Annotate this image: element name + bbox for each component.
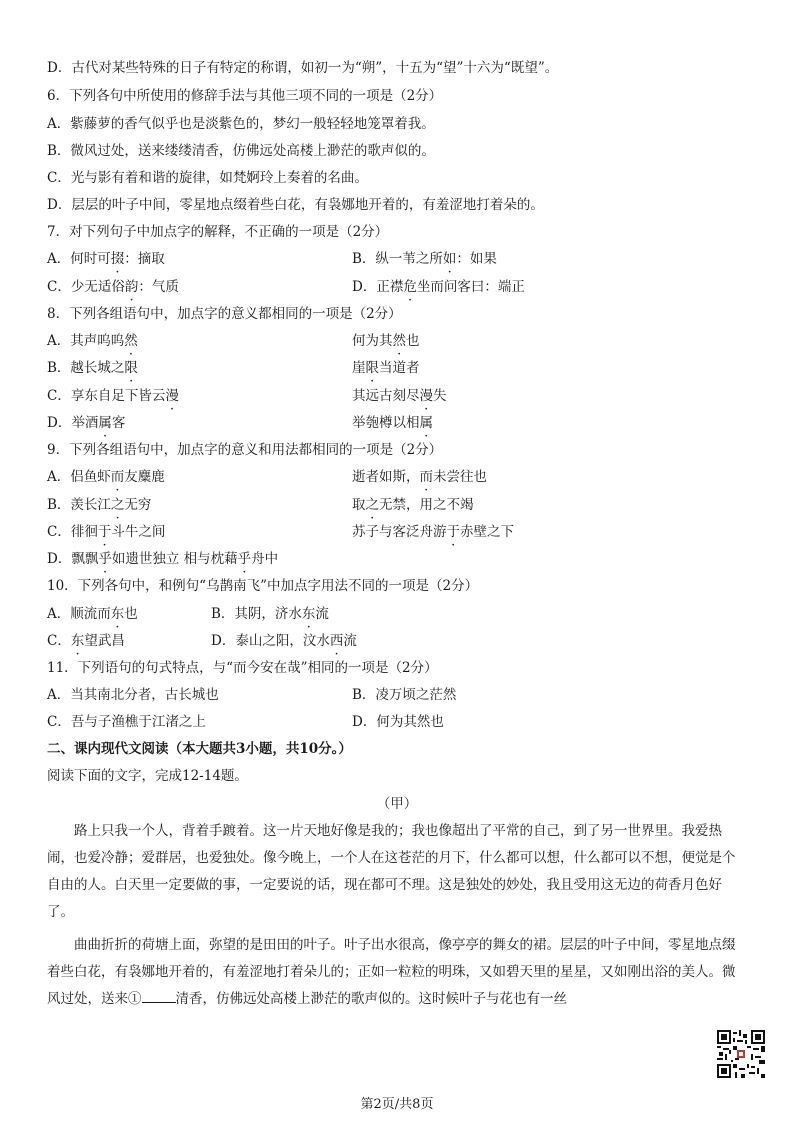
dotted-char: 如 [442, 251, 457, 267]
text: 流 [315, 606, 329, 622]
text: 也 [124, 606, 138, 622]
q7-option-c [47, 279, 179, 296]
dotted-char: 东 [110, 606, 125, 622]
text: 崖 [352, 360, 366, 376]
text: 如遗世独立 相与枕藉 [111, 551, 238, 567]
q8-option-c-right [352, 388, 447, 405]
q6-option-a: A．紫藤萝的香气似乎也是淡紫色的，梦幻一般轻轻地笼罩着我。 [47, 116, 435, 132]
q9-option-b-right [352, 497, 474, 514]
q6-option-c: C．光与影有着和谐的旋律，如梵婀玲上奏着的名曲。 [47, 170, 368, 186]
text: D．泰山之阳，汶水 [211, 633, 330, 649]
q9-option-a-left [47, 469, 165, 486]
q10-option-a [47, 606, 138, 623]
q10-option-d [211, 633, 357, 650]
text: ：如果 [456, 251, 497, 267]
text: ：气质 [138, 279, 179, 295]
text: B．越长城之 [47, 360, 125, 376]
dotted-char: 而 [110, 469, 125, 485]
dotted-char: 韵 [124, 279, 139, 295]
passage-paragraph-1: 路上只我一个人，背着手踱着。这一片天地好像是我的；我也像超出了平常的自己，到了另一世界里。我爱热闹，也爱冷静；爱群居，也爱独处。像今晚上，一个人在这苍茫的月下，什么都可以想，什么都可以不想，便觉是个自由的人。白天里一定要做的事，一定要说的话，现在都可不理。这是独处的妙处，我且受用这无边的荷香月色好了。 [47, 823, 736, 920]
text: 逝者如斯， [352, 469, 420, 485]
q8-option-b-right [352, 360, 420, 377]
text: 也 [406, 333, 420, 349]
qr-code-icon [717, 1030, 765, 1078]
dotted-char: 限 [365, 360, 379, 376]
q11-option-d: D．何为其然也 [352, 714, 444, 730]
dotted-char: 属 [98, 415, 112, 431]
text: 曲曲折折的荷塘上面，弥望的是田田的叶子。叶子出水很高，像亭亭的舞女的裙。层层的叶子中间，零星地点缀着些白花，有袅娜地开着的，有羞涩地打着朵儿的；正如一粒粒的明珠，又如碧天里的星星，又如刚出浴的美人。微风过处，送来① [47, 937, 736, 1007]
q10-option-b [211, 606, 329, 623]
text: C．徘徊 [47, 524, 98, 540]
dotted-char: 于 [446, 524, 460, 540]
dotted-char: 限 [124, 360, 138, 376]
text: 客 [111, 415, 126, 431]
q6-stem: 6．下列各句中所使用的修辞手法与其他三项不同的一项是（2分） [47, 88, 443, 104]
text: B．羡长江 [47, 497, 111, 513]
q8-stem: 8．下列各组语句中，加点字的意义都相同的一项是（2分） [47, 306, 402, 322]
q7-option-a [47, 251, 165, 268]
text: 坐而问客曰：端正 [416, 279, 525, 295]
text: A．侣鱼虾 [47, 469, 111, 485]
dotted-char: 然 [124, 333, 138, 349]
dotted-char: 东 [70, 633, 85, 649]
q8-option-c-left [47, 388, 179, 405]
text: C．享东自足下皆云 [47, 388, 166, 404]
q11-option-b: B．凌万顷之茫然 [352, 687, 457, 703]
q10-stem: 10．下列各句中，和例句“乌鹊南飞”中加点字用法不同的一项是（2分） [47, 578, 479, 594]
dotted-char: 之 [365, 497, 379, 513]
dotted-char: 乎 [98, 551, 112, 567]
text: 无穷 [124, 497, 152, 513]
q5-option-d: D．古代对某些特殊的日子有特定的称谓，如初一为“朔”，十五为“望”十六为“既望”。 [47, 60, 559, 76]
text: 当道者 [379, 360, 420, 376]
q8-option-d-right [352, 415, 433, 432]
text: A．其声呜呜 [47, 333, 125, 349]
q9-option-c-left [47, 524, 165, 541]
dotted-char: 危 [403, 279, 417, 295]
q7-option-d [352, 279, 525, 296]
text: 舟中 [251, 551, 279, 567]
dotted-char: 东 [301, 606, 316, 622]
text: 流 [343, 633, 357, 649]
text: 友麋鹿 [124, 469, 165, 485]
dotted-char: 乎 [237, 551, 252, 567]
text: B．其阴，济水 [211, 606, 302, 622]
q9-stem: 9．下列各组语句中，加点字的意义和用法都相同的一项是（2分） [47, 442, 443, 458]
text: ：摘取 [124, 251, 165, 267]
text: 取 [352, 497, 366, 513]
passage-subtitle: （甲） [376, 796, 418, 812]
q8-option-a-right [352, 333, 420, 350]
dotted-char: 漫 [165, 388, 179, 404]
text: 赤壁之下 [460, 524, 514, 540]
text: D．正襟 [352, 279, 404, 295]
q9-option-d [47, 551, 278, 568]
q9-option-c-right [352, 524, 514, 541]
text: 举匏樽以相 [352, 415, 420, 431]
text: 何为其 [352, 333, 393, 349]
q6-option-b: B．微风过处，送来缕缕清香，仿佛远处高楼上渺茫的歌声似的。 [47, 143, 435, 159]
text: C． [47, 633, 71, 649]
q7-option-b [352, 251, 497, 268]
text: 未尝往也 [433, 469, 487, 485]
text: 苏子与客泛舟游 [352, 524, 447, 540]
text: 失 [433, 388, 447, 404]
q9-option-a-right [352, 469, 487, 486]
text: 清香，仿佛远处高楼上渺茫的歌声似的。这时候叶子与花也有一丝 [175, 991, 567, 1007]
text: D．飘飘 [47, 551, 99, 567]
q9-option-b-left [47, 497, 151, 514]
dotted-char: 属 [419, 415, 433, 431]
text: A．何时可 [47, 251, 111, 267]
q6-option-d: D．层层的叶子中间，零星地点缀着些白花，有袅娜地开着的，有羞涩地打着朵的。 [47, 197, 544, 213]
q8-option-b-left [47, 360, 138, 377]
q7-stem: 7．对下列句子中加点字的解释，不正确的一项是（2分） [47, 224, 389, 240]
q11-stem: 11．下列语句的句式特点，与“而今安在哉”相同的一项是（2分） [47, 660, 438, 676]
q11-option-c: C．吾与子渔樵于江渚之上 [47, 714, 206, 730]
q10-option-c [47, 633, 125, 650]
text: D．举酒 [47, 415, 99, 431]
section-title: 二、课内现代文阅读（本大题共3小题，共10分。） [47, 741, 352, 757]
q11-option-a: A．当其南北分者，古长城也 [47, 687, 219, 703]
passage-paragraph-2 [47, 932, 747, 1013]
page-number: 第2页/共8页 [360, 1097, 434, 1112]
text: B．纵一苇之所 [352, 251, 443, 267]
text: 其远古刻尽 [352, 388, 420, 404]
reading-instruction: 阅读下面的文字，完成12-14题。 [47, 768, 248, 784]
text: A．顺流而 [47, 606, 111, 622]
dotted-char: 于 [97, 524, 112, 540]
text: 斗牛之间 [111, 524, 166, 540]
q8-option-d-left [47, 415, 125, 432]
text: 望武昌 [84, 633, 125, 649]
text: 无禁，用之不竭 [379, 497, 474, 513]
answer-blank [142, 989, 176, 1003]
dotted-char: 掇 [110, 251, 125, 267]
dotted-char: 西 [329, 633, 344, 649]
dotted-char: 漫 [419, 388, 433, 404]
text: C．少无适俗 [47, 279, 125, 295]
dotted-char: 之 [110, 497, 125, 513]
q8-option-a-left [47, 333, 138, 350]
dotted-char: 然 [392, 333, 406, 349]
dotted-char: 而 [419, 469, 433, 485]
